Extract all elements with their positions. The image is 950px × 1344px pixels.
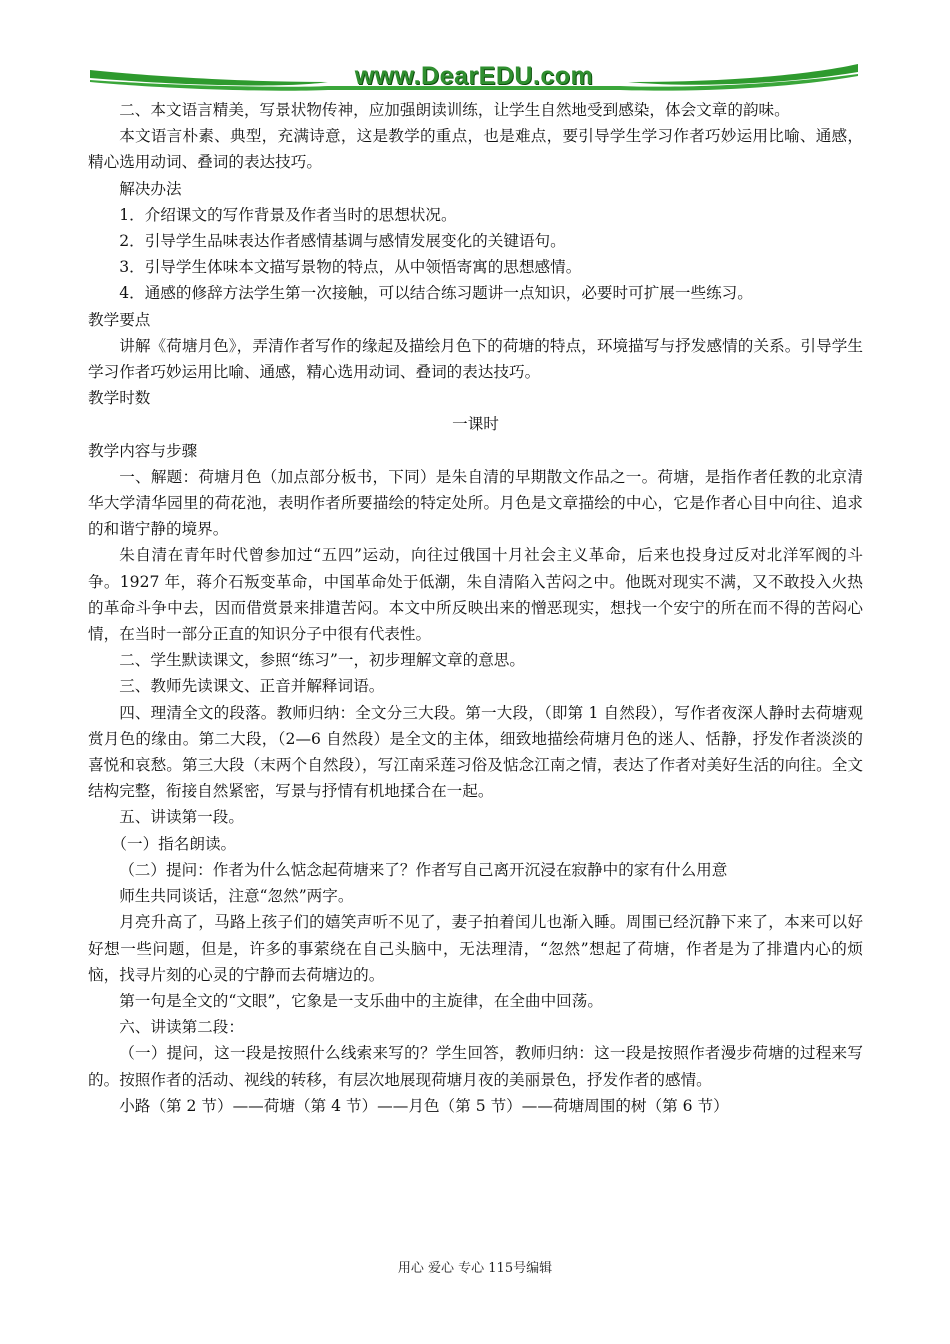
paragraph: 解决办法: [119, 179, 182, 198]
paragraph: 第一句是全文的“文眼”，它象是一支乐曲中的主旋律，在全曲中回荡。: [119, 991, 603, 1010]
section-heading: 教学内容与步骤: [88, 441, 198, 460]
page-footer: 用心 爱心 专心 115号编辑: [397, 1261, 553, 1276]
section-heading: 教学要点: [88, 310, 151, 329]
paragraph: 二、本文语言精美，写景状物传神，应加强朗读训练，让学生自然地受到感染，体会文章的韵味。: [119, 101, 790, 119]
centered-line: 一课时: [452, 415, 499, 434]
paragraph: 四、理清全文的段落。教师归纳：全文分三大段。第一大段，（即第 1 自然段），写作者夜深人静时去荷塘观赏月色的缘由。第二大段，（2—6 自然段）是全文的主体，细致地描绘荷塘月色的迷人、恬静，抒发作者淡淡的喜悦和哀愁。第三大段（末两个自然段），写江南采莲习俗及惦念江南之情，表达了作者对美好生活的向往。全文结构完整，衔接自然紧密，写景与抒情有机地揉合在一起。: [88, 703, 863, 801]
document-body: [88, 97, 863, 1119]
paragraph: 月亮升高了，马路上孩子们的嬉笑声听不见了，妻子拍着闰儿也渐入睡。周围已经沉静下来了，本来可以好好想一些问题，但是，许多的事萦绕在自己头脑中，无法理清，“忽然”想起了荷塘，作者是为了排遣内心的烦恼，找寻片刻的心灵的宁静而去荷塘边的。: [88, 913, 863, 984]
paragraph: （一）提问，这一段是按照什么线索来写的？学生回答，教师归纳：这一段是按照作者漫步荷塘的过程来写的。按照作者的活动、视线的转移，有层次地展现荷塘月夜的美丽景色，抒发作者的感情。: [88, 1044, 863, 1089]
paragraph: 六、讲读第二段：: [119, 1018, 244, 1037]
paragraph: 本文语言朴素、典型，充满诗意，这是教学的重点，也是难点，要引导学生学习作者巧妙运用比喻、通感，精心选用动词、叠词的表达技巧。: [88, 127, 863, 172]
paragraph: 朱自清在青年时代曾参加过“五四”运动，向往过俄国十月社会主义革命，后来也投身过反对北洋军阀的斗争。1927 年，蒋介石叛变革命，中国革命处于低潮，朱自清陷入苦闷之中。他既对现实不满，又不敢投入火热的革命斗争中去，因而借赏景来排遣苦闷。本文中所反映出来的憎恶现实，想找一个安宁的所在而不得的苦闷心情，在当时一部分正直的知识分子中很有代表性。: [88, 546, 863, 644]
paragraph: 五、讲读第一段。: [119, 808, 244, 827]
paragraph: 1．介绍课文的写作背景及作者当时的思想状况。: [119, 205, 457, 224]
paragraph: 小路（第 2 节）——荷塘（第 4 节）——月色（第 5 节）——荷塘周围的树（第 6 节）: [119, 1096, 729, 1115]
paragraph: （二）提问：作者为什么惦念起荷塘来了？作者写自己离开沉浸在寂静中的家有什么用意: [119, 860, 728, 879]
paragraph: 讲解《荷塘月色》，弄清作者写作的缘起及描绘月色下的荷塘的特点，环境描写与抒发感情的关系。引导学生学习作者巧妙运用比喻、通感，精心选用动词、叠词的表达技巧。: [88, 336, 863, 382]
paragraph: 4．通感的修辞方法学生第一次接触，可以结合练习题讲一点知识，必要时可扩展一些练习。: [119, 284, 753, 303]
paragraph: 2．引导学生品味表达作者感情基调与感情发展变化的关键语句。: [119, 232, 566, 251]
section-heading: 教学时数: [88, 389, 151, 408]
paragraph: 二、学生默读课文，参照“练习”一，初步理解文章的意思。: [119, 651, 525, 670]
paragraph: 一、解题：荷塘月色（加点部分板书，下同）是朱自清的早期散文作品之一。荷塘，是指作者任教的北京清华大学清华园里的荷花池，表明作者所要描绘的特定处所。月色是文章描绘的中心，它是作者心目中向往、追求的和谐宁静的境界。: [88, 467, 863, 539]
paragraph: 师生共同谈话，注意“忽然”两字。: [119, 887, 354, 906]
paragraph: 三、教师先读课文、正音并解释词语。: [119, 677, 385, 696]
site-title: www.DearEDU.com: [354, 62, 594, 90]
paragraph: 3．引导学生体味本文描写景物的特点，从中领悟寄寓的思想感情。: [119, 258, 582, 277]
site-header-banner: [88, 58, 860, 98]
paragraph: （一）指名朗读。: [111, 834, 237, 853]
